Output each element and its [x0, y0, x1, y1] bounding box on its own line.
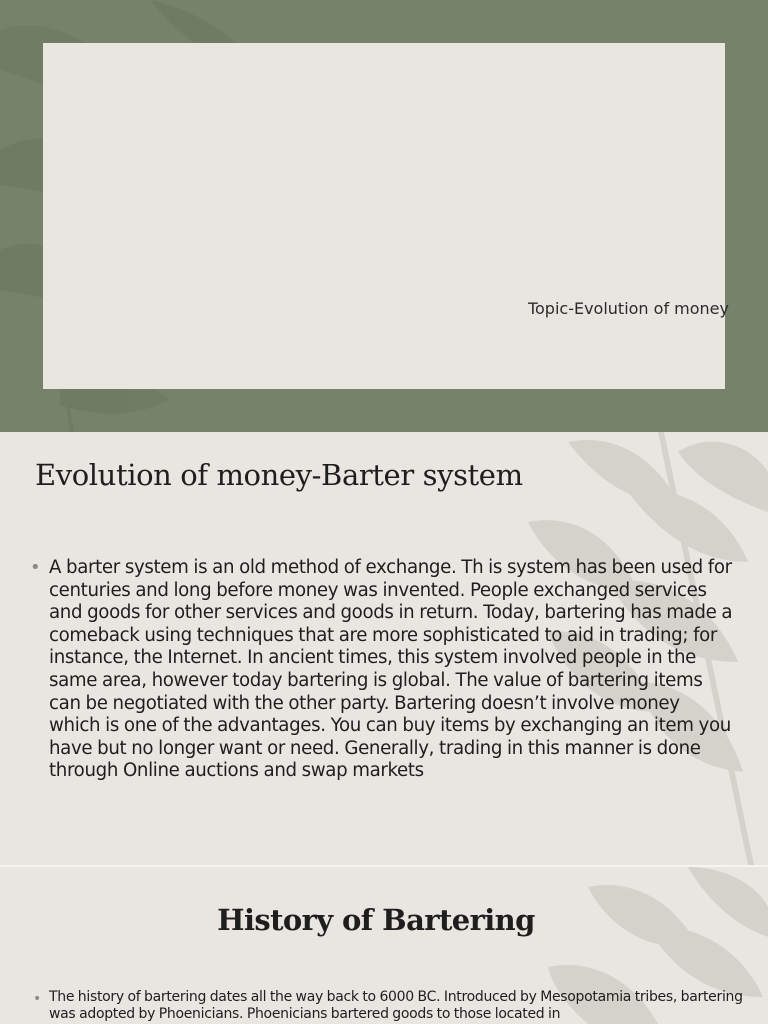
- slide-subtitle: Topic-Evolution of money: [527, 299, 729, 318]
- title-card: [43, 43, 725, 389]
- bullet-paragraph: The history of bartering dates all the way back to 6000 BC. Introduced by Mesopotamia tribes, bartering was adopted by Phoenicians. Phoenicians bartered goods to those located in: [49, 989, 743, 1022]
- bullet-dot-icon: •: [30, 557, 41, 578]
- bullet-dot-icon: •: [33, 991, 42, 1007]
- barter-system-slide: [0, 432, 768, 865]
- bullet-paragraph: A barter system is an old method of exchange. Th is system has been used for centuries and long before money was invented. People exchanged services and goods for other services and goods in return. Today, bartering has made a comeback using techniques that are more sophisticated to aid in trading; for instance, the Internet. In ancient times, this system involved people in the same area, however today bartering is global. The value of bartering items can be negotiated with the other party. Bartering doesn’t involve money which is one of the advantages. You can buy items by exchanging an item you have but no longer want or need. Generally, trading in this manner is done through Online auctions and swap markets: [49, 557, 733, 782]
- slide-title: History of Bartering: [217, 903, 535, 937]
- title-slide: [0, 0, 768, 432]
- history-slide: [0, 867, 768, 1024]
- slide-title: Evolution of money-Barter system: [35, 458, 523, 492]
